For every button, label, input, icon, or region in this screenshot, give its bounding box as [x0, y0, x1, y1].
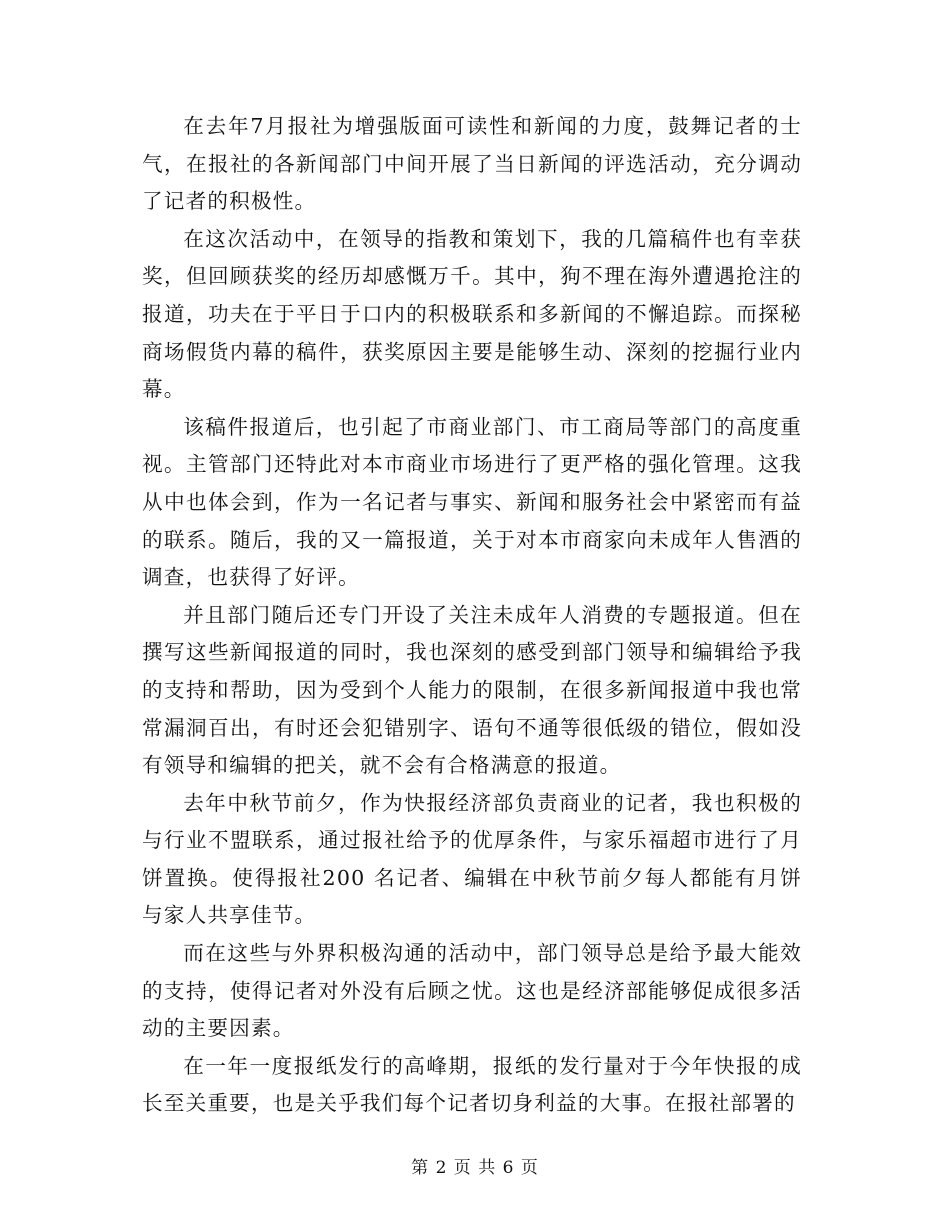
- paragraph-6: 而在这些与外界积极沟通的活动中，部门领导总是给予最大能效的支持，使得记者对外没有后顾之忧。这也是经济部能够促成很多活动的主要因素。: [142, 941, 802, 1041]
- paragraph-1: 在去年7月报社为增强版面可读性和新闻的力度，鼓舞记者的士气，在报社的各新闻部门中间开展了当日新闻的评选活动，充分调动了记者的积极性。: [142, 114, 802, 214]
- paragraph-5: 去年中秋节前夕，作为快报经济部负责商业的记者，我也积极的与行业不盟联系，通过报社给予的优厚条件，与家乐福超市进行了月饼置换。使得报社200 名记者、编辑在中秋节前夕每人都能有月饼与家人共享佳节。: [142, 790, 802, 928]
- paragraph-4: 并且部门随后还专门开设了关注未成年人消费的专题报道。但在撰写这些新闻报道的同时，我也深刻的感受到部门领导和编辑给予我的支持和帮助，因为受到个人能力的限制，在很多新闻报道中我也常常漏洞百出，有时还会犯错别字、语句不通等很低级的错位，假如没有领导和编辑的把关，就不会有合格满意的报道。: [142, 602, 802, 778]
- document-body: [142, 108, 802, 1123]
- page-number-label: 第 2 页 共 6 页: [411, 1158, 539, 1178]
- page-footer: [0, 1153, 950, 1178]
- paragraph-3: 该稿件报道后，也引起了市商业部门、市工商局等部门的高度重视。主管部门还特此对本市商业市场进行了更严格的强化管理。这我从中也体会到，作为一名记者与事实、新闻和服务社会中紧密而有益的联系。随后，我的又一篇报道，关于对本市商家向未成年人售酒的调查，也获得了好评。: [142, 414, 802, 590]
- paragraph-7: 在一年一度报纸发行的高峰期，报纸的发行量对于今年快报的成长至关重要，也是关乎我们每个记者切身利益的大事。在报社部署的: [142, 1053, 802, 1116]
- paragraph-2: 在这次活动中，在领导的指教和策划下，我的几篇稿件也有幸获奖，但回顾获奖的经历却感慨万千。其中，狗不理在海外遭遇抢注的报道，功夫在于平日于口内的积极联系和多新闻的不懈追踪。而探秘商场假货内幕的稿件，获奖原因主要是能够生动、深刻的挖掘行业内幕。: [142, 226, 802, 402]
